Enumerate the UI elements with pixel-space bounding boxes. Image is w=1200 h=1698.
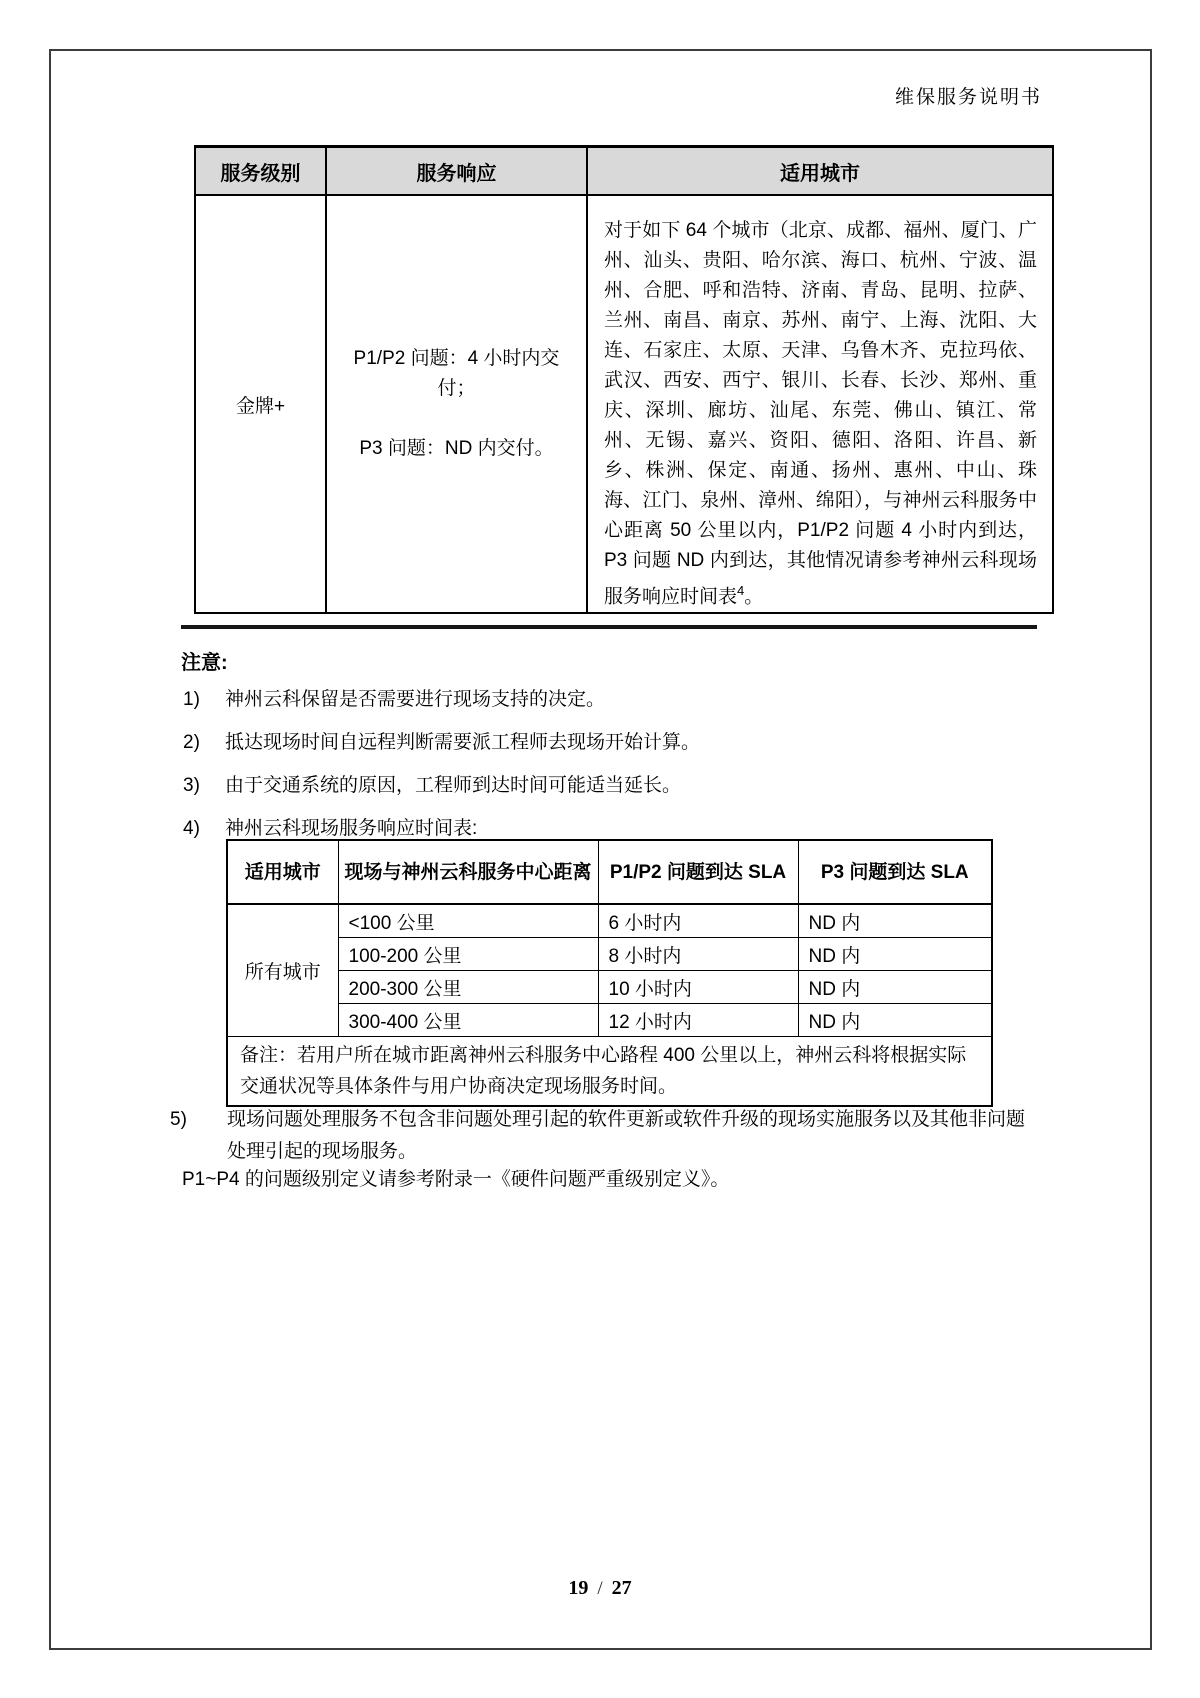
note-text: 由于交通系统的原因，工程师到达时间可能适当延长。 (225, 775, 682, 796)
header-service-response: 服务响应 (326, 147, 587, 196)
page-separator: / (597, 1578, 603, 1599)
section-divider (181, 625, 1037, 629)
p3-sla-cell: ND 内 (798, 938, 992, 971)
note-number: 3) (183, 775, 200, 796)
response-line-1: P1/P2 问题：4 小时内交付； (353, 348, 560, 400)
remark-cell: 备注：若用户所在城市距离神州云科服务中心路程 400 公里以上，神州云科将根据实际交通状况等具体条件与用户协商决定现场服务时间。 (227, 1037, 992, 1107)
note-item-4 (183, 817, 700, 841)
service-table-row (195, 195, 1053, 613)
note-text: 神州云科保留是否需要进行现场支持的决定。 (225, 689, 606, 710)
cities-paragraph: 对于如下 64 个城市（北京、成都、福州、厦门、广州、汕头、贵阳、哈尔滨、海口、杭州、宁波、温州、合肥、呼和浩特、济南、青岛、昆明、拉萨、兰州、南昌、南京、苏州、南宁、上海、沈阳、大连、石家庄、太原、天津、乌鲁木齐、克拉玛依、武汉、西安、西宁、银川、长春、长沙、郑州、重庆、深圳、廊坊、汕尾、东莞、佛山、镇江、常州、无锡、嘉兴、资阳、德阳、洛阳、许昌、新乡、株洲、保定、南通、扬州、惠州、中山、珠海、江门、泉州、漳州、绵阳），与神州云科服务中心距离 50 公里以内，P1/P2 问题 4 小时内到达，P3 问题 ND 内到达，其他情况请参考神州云科现场服务响应时间表 (604, 220, 1037, 608)
notes-list (183, 688, 700, 860)
p1p2-sla-cell: 8 小时内 (598, 938, 798, 971)
notes-heading: 注意: (181, 652, 228, 674)
note-number: 4) (183, 818, 200, 839)
table-row (227, 904, 992, 938)
distance-cell: 100-200 公里 (338, 938, 598, 971)
distance-cell: 200-300 公里 (338, 971, 598, 1004)
table-row (227, 938, 992, 971)
note-text: 神州云科现场服务响应时间表: (225, 818, 478, 839)
header-city-scope: 适用城市 (227, 840, 338, 904)
service-level-cell: 金牌+ (195, 195, 326, 613)
header-p1p2-sla: P1/P2 问题到达 SLA (598, 840, 798, 904)
note-number: 1) (183, 689, 200, 710)
page-number (0, 1577, 1200, 1600)
response-time-table (226, 839, 993, 1107)
service-table-header-row (195, 147, 1053, 196)
closing-note: P1~P4 的问题级别定义请参考附录一《硬件问题严重级别定义》。 (182, 1169, 730, 1190)
note-text: 现场问题处理服务不包含非问题处理引起的软件更新或软件升级的现场实施服务以及其他非问题处理引起的现场服务。 (227, 1109, 1026, 1162)
p1p2-sla-cell: 12 小时内 (598, 1004, 798, 1037)
p3-sla-cell: ND 内 (798, 971, 992, 1004)
header-distance: 现场与神州云科服务中心距离 (338, 840, 598, 904)
note-text: 抵达现场时间自远程判断需要派工程师去现场开始计算。 (225, 732, 701, 753)
header-service-level: 服务级别 (195, 147, 326, 196)
p3-sla-cell: ND 内 (798, 1004, 992, 1037)
service-response-cell (326, 195, 587, 613)
table-remark-row (227, 1037, 992, 1107)
note-item-1 (183, 688, 700, 712)
header-applicable-cities: 适用城市 (587, 147, 1053, 196)
response-line-2: P3 问题：ND 内交付。 (359, 438, 554, 460)
service-level-table (194, 145, 1054, 614)
p3-sla-cell: ND 内 (798, 904, 992, 938)
note-item-5 (170, 1104, 1039, 1168)
note-item-2 (183, 731, 700, 755)
page-total: 27 (611, 1577, 632, 1599)
applicable-cities-cell (587, 195, 1053, 613)
distance-cell: 300-400 公里 (338, 1004, 598, 1037)
p1p2-sla-cell: 6 小时内 (598, 904, 798, 938)
note-number: 5) (170, 1109, 187, 1130)
table-row (227, 971, 992, 1004)
distance-cell: <100 公里 (338, 904, 598, 938)
table-row (227, 1004, 992, 1037)
header-p3-sla: P3 问题到达 SLA (798, 840, 992, 904)
city-scope-cell: 所有城市 (227, 904, 338, 1037)
p1p2-sla-cell: 10 小时内 (598, 971, 798, 1004)
note-item-3 (183, 774, 700, 798)
response-time-header-row (227, 840, 992, 904)
page-current: 19 (568, 1577, 589, 1599)
note-number: 2) (183, 732, 200, 753)
doc-header-title: 维保服务说明书 (894, 87, 1042, 108)
cities-paragraph-tail: 。 (744, 586, 764, 608)
footnote-ref: 4 (737, 583, 745, 598)
